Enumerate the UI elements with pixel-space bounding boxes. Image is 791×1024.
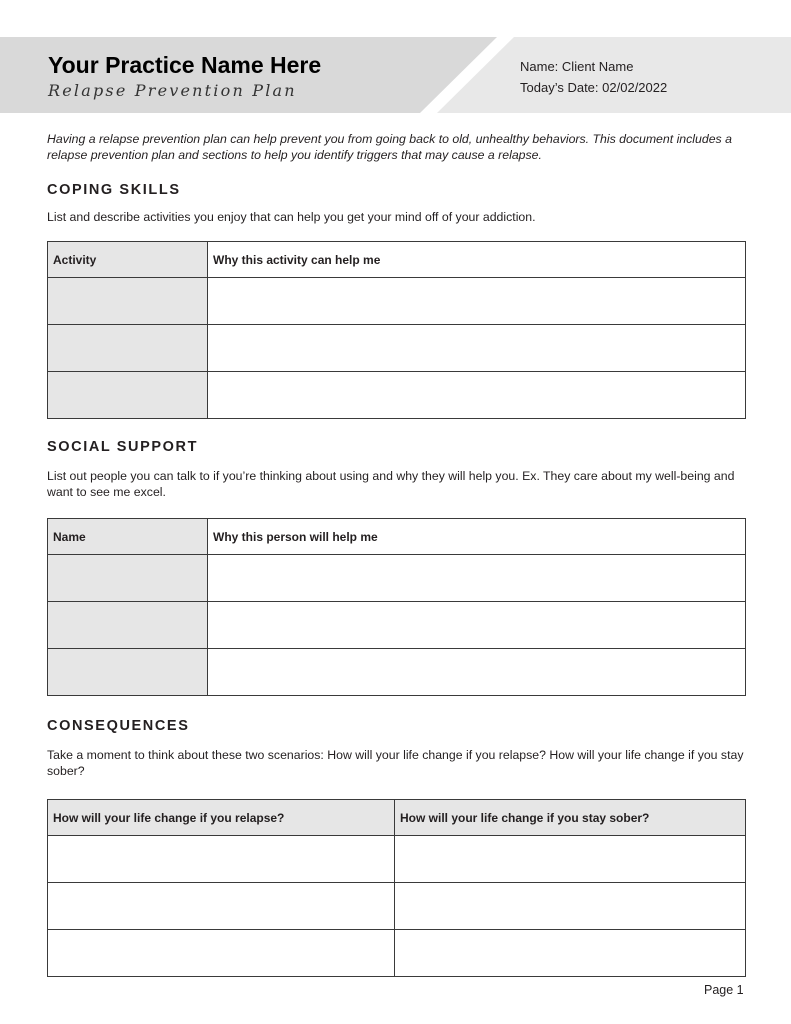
table-row <box>48 602 746 649</box>
client-name-label: Name: <box>520 59 559 74</box>
table-row <box>48 836 746 883</box>
coping-skills-table <box>47 241 746 419</box>
todays-date-value: 02/02/2022 <box>602 80 668 95</box>
person-name-cell[interactable] <box>48 555 208 602</box>
client-name-field[interactable] <box>520 59 633 74</box>
coping-skills-heading: COPING SKILLS <box>47 182 181 198</box>
table-header-row <box>48 800 746 836</box>
person-name-cell[interactable] <box>48 649 208 696</box>
activity-reason-cell[interactable] <box>208 372 746 419</box>
relapse-change-cell[interactable] <box>48 836 395 883</box>
activity-cell[interactable] <box>48 325 208 372</box>
table-header-row <box>48 242 746 278</box>
document-title: Relapse Prevention Plan <box>48 81 297 100</box>
person-reason-cell[interactable] <box>208 649 746 696</box>
column-header-name: Name <box>48 519 208 555</box>
coping-skills-description: List and describe activities you enjoy that can help you get your mind off of your addiction. <box>47 210 536 224</box>
person-reason-cell[interactable] <box>208 602 746 649</box>
todays-date-label: Today’s Date: <box>520 80 599 95</box>
person-reason-cell[interactable] <box>208 555 746 602</box>
table-row <box>48 278 746 325</box>
column-header-activity: Activity <box>48 242 208 278</box>
consequences-heading: CONSEQUENCES <box>47 718 190 734</box>
activity-reason-cell[interactable] <box>208 325 746 372</box>
practice-name: Your Practice Name Here <box>48 52 322 78</box>
column-header-person-reason: Why this person will help me <box>208 519 746 555</box>
social-support-table <box>47 518 746 696</box>
activity-cell[interactable] <box>48 278 208 325</box>
table-row <box>48 930 746 977</box>
column-header-activity-reason: Why this activity can help me <box>208 242 746 278</box>
column-header-relapse: How will your life change if you relapse? <box>48 800 395 836</box>
table-row <box>48 649 746 696</box>
sober-change-cell[interactable] <box>395 930 746 977</box>
todays-date-field[interactable] <box>520 80 667 95</box>
table-row <box>48 883 746 930</box>
person-name-cell[interactable] <box>48 602 208 649</box>
intro-text: Having a relapse prevention plan can help prevent you from going back to old, unhealthy behaviors. This document includes a relapse prevention plan and sections to help you identify triggers that may cause a relapse. <box>47 132 732 162</box>
relapse-change-cell[interactable] <box>48 883 395 930</box>
activity-reason-cell[interactable] <box>208 278 746 325</box>
column-header-sober: How will your life change if you stay sober? <box>395 800 746 836</box>
page-number: Page 1 <box>704 983 744 997</box>
social-support-heading: SOCIAL SUPPORT <box>47 439 199 455</box>
consequences-description: Take a moment to think about these two scenarios: How will your life change if you relapse? How will your life change if you stay sober? <box>47 748 744 778</box>
activity-cell[interactable] <box>48 372 208 419</box>
relapse-change-cell[interactable] <box>48 930 395 977</box>
sober-change-cell[interactable] <box>395 883 746 930</box>
sober-change-cell[interactable] <box>395 836 746 883</box>
client-name-value: Client Name <box>561 59 634 74</box>
table-row <box>48 555 746 602</box>
consequences-table <box>47 799 746 977</box>
table-row <box>48 325 746 372</box>
table-row <box>48 372 746 419</box>
table-header-row <box>48 519 746 555</box>
social-support-description: List out people you can talk to if you’re thinking about using and why they will help you. Ex. They care about my well-being and want to see me excel. <box>47 469 735 499</box>
